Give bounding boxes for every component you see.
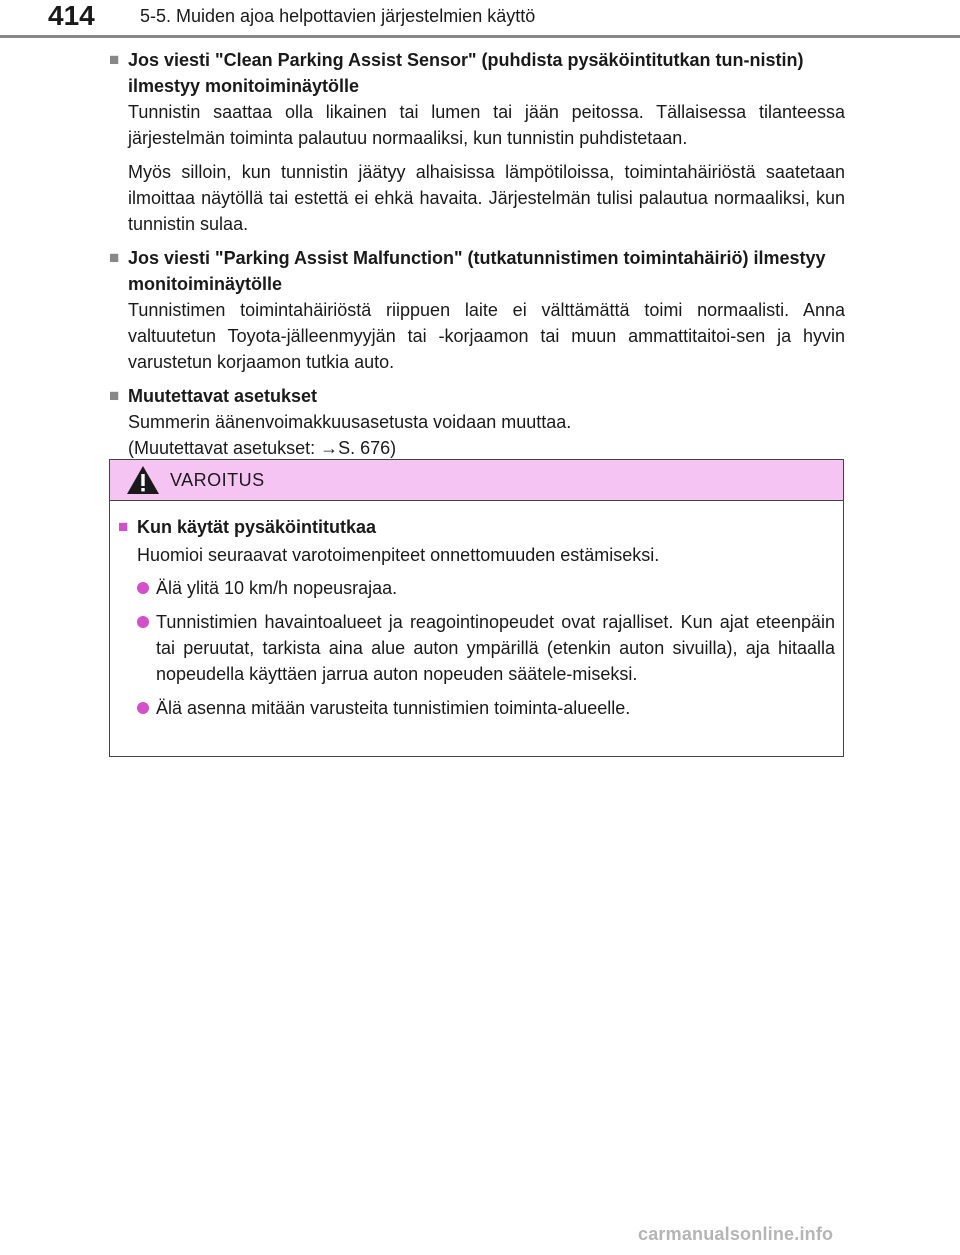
bullet-dot-icon — [137, 582, 149, 594]
list-item: Älä asenna mitään varusteita tunnistimien toiminta-alueelle. — [137, 695, 835, 721]
section-clean-sensor — [109, 47, 845, 237]
square-bullet-icon: ■ — [109, 248, 120, 267]
warning-box — [109, 459, 844, 757]
list-item: Tunnistimien havaintoalueet ja reagointinopeudet ovat rajalliset. Kun ajat eteenpäin tai peruutat, tarkista aina alue auton ympärillä (etenkin auton sivuilla), aja hitaalla nopeudella käyttäen jarrua auton nopeuden säätele-miseksi. — [137, 609, 835, 687]
warning-title: VAROITUS — [170, 469, 265, 490]
square-bullet-icon: ■ — [109, 50, 120, 69]
section-heading: Jos viesti "Parking Assist Malfunction" (tutkatunnistimen toimintahäiriö) ilmestyy monitoiminäytölle — [128, 248, 826, 294]
paragraph: Tunnistimen toimintahäiriöstä riippuen laite ei välttämättä toimi normaalisti. Anna valtuutetun Toyota-jälleenmyyjän tai -korjaamon tai muun ammattitaitoi-sen ja hyvin varustetun korjaamon tutkia auto. — [128, 300, 845, 372]
square-bullet-icon: ■ — [109, 386, 120, 405]
watermark-text: carmanualsonline.info — [638, 1224, 834, 1244]
bullet-dot-icon — [137, 616, 149, 628]
square-bullet-icon: ■ — [118, 517, 129, 536]
warning-header — [110, 460, 843, 501]
section-heading: Muutettavat asetukset — [128, 386, 318, 406]
bullet-dot-icon — [137, 702, 149, 714]
list-item: Älä ylitä 10 km/h nopeusrajaa. — [137, 575, 835, 601]
settings-reference-link[interactable]: (Muutettavat asetukset: →S. 676) — [128, 438, 397, 458]
paragraph: Summerin äänenvoimakkuusasetusta voidaan muuttaa. — [128, 412, 572, 432]
main-content — [109, 47, 845, 467]
warning-heading: Kun käytät pysäköintitutkaa — [137, 517, 377, 537]
warning-body — [110, 501, 843, 721]
paragraph: Myös silloin, kun tunnistin jäätyy alhaisissa lämpötiloissa, toimintahäiriöstä saatetaan ilmoittaa näytöllä tai estettä ei ehkä havaita. Järjestelmän tulisi palautua normaaliksi, kun tunnistin sulaa. — [128, 162, 845, 234]
paragraph: Tunnistin saattaa olla likainen tai lumen tai jään peitossa. Tällaisessa tilanteessa järjestelmän toiminta palautuu normaaliksi, kun tunnistin puhdistetaan. — [128, 102, 845, 148]
warning-intro: Huomioi seuraavat varotoimenpiteet onnettomuuden estämiseksi. — [137, 545, 660, 565]
section-malfunction — [109, 245, 845, 375]
warning-triangle-icon — [126, 465, 160, 495]
section-heading: Jos viesti "Clean Parking Assist Sensor" (puhdista pysäköintitutkan tun-nistin) ilmestyy monitoiminäytölle — [128, 50, 804, 96]
chapter-title: 5-5. Muiden ajoa helpottavien järjestelmien käyttö — [140, 6, 536, 26]
header-rule — [0, 35, 960, 38]
section-settings — [109, 383, 845, 461]
page-number: 414 — [48, 0, 95, 31]
